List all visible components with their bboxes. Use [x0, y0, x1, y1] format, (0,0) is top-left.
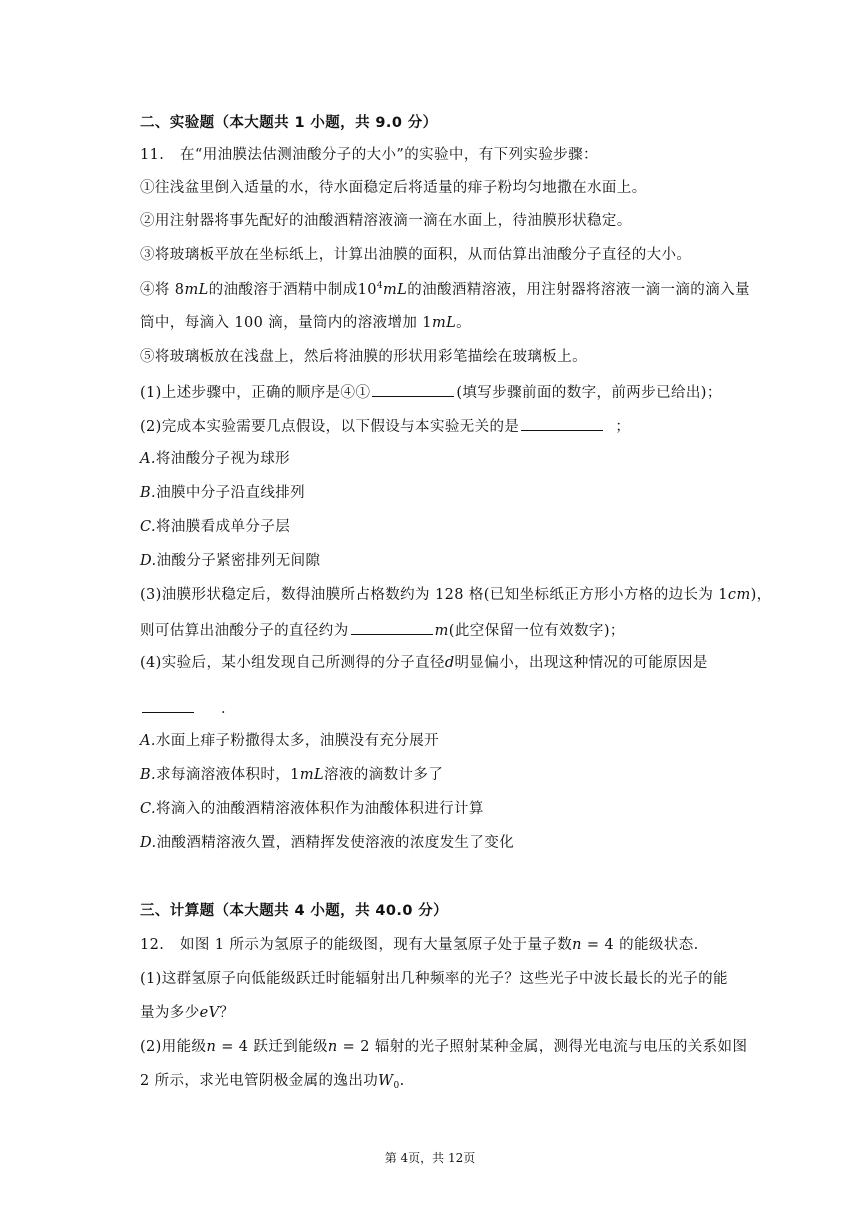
option-c: [140, 520, 770, 535]
part-4: [140, 656, 770, 671]
option-d: [140, 836, 770, 851]
option-text: 求每滴溶液体积时，1: [156, 767, 300, 783]
part-3: [140, 588, 770, 603]
text: = 4 跃迁到能级: [216, 1039, 328, 1055]
part-3-continued: [140, 622, 770, 639]
option-letter: C.: [140, 801, 156, 817]
text: .: [399, 1073, 405, 1089]
part-2: [140, 1040, 770, 1055]
section-heading-calculation: 三、计算题（本大题共 4 小题，共 40.0 分）: [140, 903, 449, 919]
option-text: 油酸酒精溶液久置，酒精挥发使溶液的浓度发生了变化: [156, 835, 515, 851]
text: 量为多少: [140, 1005, 200, 1021]
text: ；: [615, 419, 631, 435]
answer-blank[interactable]: [372, 384, 454, 397]
text: ？: [219, 1005, 235, 1021]
part-4-answer-line: [140, 700, 770, 717]
option-text: 将滴入的油酸酒精溶液体积作为油酸体积进行计算: [156, 801, 484, 817]
option-a: [140, 734, 770, 749]
text: = 2 辐射的光子照射某种金属，测得光电流与电压的关系如图: [337, 1039, 748, 1055]
text: 的油酸酒精溶液，用注射器将溶液一滴一滴的滴入量: [407, 282, 750, 298]
text: (3)油膜形状稳定后，数得油膜所占格数约为 128 格(已知坐标纸正方形小方格的边长为 1: [140, 587, 728, 603]
step-1: ①往浅盆里倒入适量的水，待水面稳定后将适量的痱子粉均匀地撒在水面上。: [140, 180, 647, 196]
part-1: (1)这群氢原子向低能级跃迁时能辐射出几种频率的光子？这些光子中波长最长的光子的能: [140, 971, 728, 987]
unit: eV: [199, 1005, 220, 1021]
option-b: [140, 486, 770, 501]
page-footer: 第 4页，共 12页: [384, 1151, 476, 1165]
part-1: [140, 384, 770, 401]
variable: W: [378, 1073, 394, 1089]
step-2: ②用注射器将事先配好的油酸酒精溶液滴一滴在水面上，待油膜形状稳定。: [140, 213, 632, 229]
variable: n: [327, 1039, 338, 1055]
option-text: 油膜中分子沿直线排列: [156, 485, 306, 501]
option-letter: B.: [140, 767, 157, 783]
option-c: [140, 802, 770, 817]
text: (1)上述步骤中，正确的顺序是④①: [140, 385, 371, 401]
text: 。: [456, 315, 472, 331]
text: (2)用能级: [140, 1039, 207, 1055]
option-text: 溶液的滴数计多了: [324, 767, 444, 783]
question-text: 如图 1 所示为氢原子的能级图，现有大量氢原子处于量子数: [180, 937, 573, 953]
unit: cm: [727, 587, 751, 603]
option-text: 水面上痱子粉撒得太多，油膜没有充分展开: [155, 733, 439, 749]
text: ．: [221, 701, 236, 717]
text: ④将 8: [140, 282, 185, 298]
text: 筒中，每滴入 100 滴，量筒内的溶液增加 1: [140, 315, 432, 331]
text: (此空保留一位有效数字)；: [448, 623, 625, 639]
variable: n: [206, 1039, 217, 1055]
step-4-continued: [140, 316, 770, 331]
text: (填写步骤前面的数字，前两步已给出)；: [456, 385, 722, 401]
option-d: [140, 554, 770, 569]
answer-blank[interactable]: [521, 418, 603, 431]
step-3: ③将玻璃板平放在坐标纸上，计算出油膜的面积，从而估算出油酸分子直径的大小。: [140, 247, 692, 263]
option-text: 将油酸分子视为球形: [155, 451, 290, 467]
unit: m: [434, 623, 449, 639]
section-heading-experiment: 二、实验题（本大题共 1 小题，共 9.0 分）: [140, 115, 438, 131]
option-letter: A.: [140, 733, 156, 749]
part-1-continued: [140, 1006, 770, 1021]
subscript: 0: [393, 1081, 400, 1091]
variable: n: [572, 937, 582, 953]
option-a: [140, 452, 770, 467]
unit: mL: [299, 767, 324, 783]
option-letter: D.: [140, 835, 157, 851]
question-number: 12.: [140, 937, 165, 953]
unit: mL: [184, 282, 209, 298]
text: 则可估算出油酸分子的直径约为: [140, 623, 349, 639]
option-text: 油酸分子紧密排列无间隙: [156, 553, 321, 569]
answer-blank[interactable]: [351, 622, 433, 635]
option-letter: A.: [140, 451, 156, 467]
answer-blank[interactable]: [142, 700, 194, 713]
text: 明显偏小，出现这种情况的可能原因是: [454, 655, 708, 671]
part-2-continued: [140, 1074, 770, 1091]
question-12-stem: [140, 938, 770, 953]
variable: d: [444, 655, 455, 671]
option-text: 将油膜看成单分子层: [156, 519, 291, 535]
unit: mL: [383, 282, 408, 298]
exponent: 4: [376, 281, 384, 291]
text: 的油酸溶于酒精中制成10: [208, 282, 377, 298]
text: (4)实验后，某小组发现自己所测得的分子直径: [140, 655, 445, 671]
question-text: = 4 的能级状态.: [581, 937, 699, 953]
question-11-stem: [140, 148, 770, 163]
text: )，: [750, 587, 772, 603]
question-text: 在“用油膜法估测油酸分子的大小”的实验中，有下列实验步骤：: [180, 147, 598, 163]
option-letter: D.: [140, 553, 157, 569]
option-b: [140, 768, 770, 783]
part-2: [140, 418, 770, 435]
option-letter: B.: [140, 485, 157, 501]
text: (2)完成本实验需要几点假设，以下假设与本实验无关的是: [140, 419, 520, 435]
step-4: [140, 282, 770, 298]
question-number: 11.: [140, 147, 165, 163]
option-letter: C.: [140, 519, 156, 535]
step-5: ⑤将玻璃板放在浅盘上，然后将油膜的形状用彩笔描绘在玻璃板上。: [140, 349, 587, 365]
text: 2 所示，求光电管阴极金属的逸出功: [140, 1073, 379, 1089]
unit: mL: [431, 315, 457, 331]
